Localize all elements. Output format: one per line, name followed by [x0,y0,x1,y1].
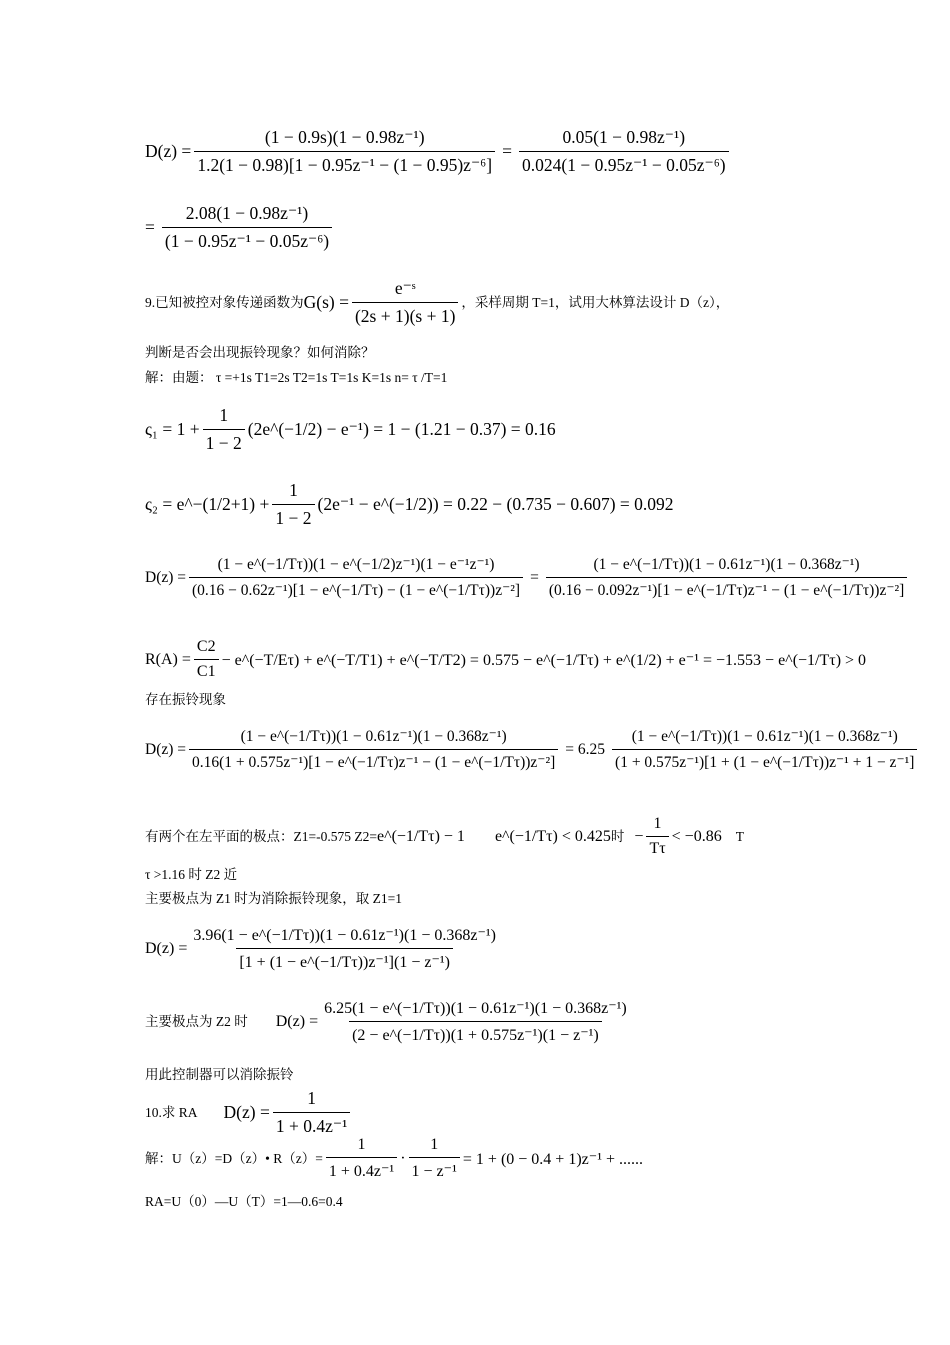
ringing-exists-text: 存在振铃现象 [145,692,226,707]
g-s-numerator: e⁻ˢ [394,278,416,298]
question-10-label: 10.求 RA [145,1104,198,1120]
poles-text-2: 时 [610,828,625,844]
eq1-f1-denominator: 1.2(1 − 0.98)[1 − 0.95z⁻¹ − (1 − 0.95)z⁻⁶] [194,151,495,176]
eq4-lhs: D(z) = [145,740,187,758]
zeta-1-rhs: (2e^(−1/2) − e⁻¹) = 1 − (1.21 − 0.37) = 0.16 [247,419,556,439]
equation-d-z-4 [145,925,502,972]
ra-lhs: R(A) = [145,650,191,668]
equation-d-z-1-simplified: = $\frac{\text{2.08(1 − 0.98z⁻¹)}}{\text{(1 − 0.95z⁻¹ − 0.05z⁻⁶)}}$ [145,203,335,252]
g-s-denominator: (2s + 1)(s + 1) [352,302,458,327]
ra-denominator: C1 [194,659,219,681]
eq1-f2-denominator: 0.024(1 − 0.95z⁻¹ − 0.05z⁻⁶) [519,151,729,176]
pole-inequality: e^(−1/Tτ) < 0.425 [494,827,611,845]
eq1-f1-numerator: (1 − 0.9s)(1 − 0.98z⁻¹) [264,127,425,147]
eq3-f1-numerator: (1 − e^(−1/Tτ))(1 − e^(−1/2)z⁻¹)(1 − e⁻¹z⁻¹) [217,556,495,573]
equation-d-z-3 [145,727,920,772]
poles-text-1: 有两个在左平面的极点：Z1=-0.575 Z2= [145,828,377,844]
eq1-lhs: D(z) = [145,141,192,161]
zeta-2-numerator: 1 [289,480,298,500]
ra-rhs: − e^(−T/Eτ) + e^(−T/T1) + e^(−T/T2) = 0.575 − e^(−1/Tτ) + e^(1/2) + e⁻¹ = −1.553 − e^(−1/Tτ) > 0 [221,651,867,669]
zeta-2-denominator: 1 − 2 [272,504,314,529]
zeta-1-denominator: 1 − 2 [203,429,245,454]
equation-d-z-5 [276,998,633,1045]
eq6-lhs: D(z) = [275,1012,319,1030]
eq3-f1-denominator: (0.16 − 0.62z⁻¹)[1 − e^(−1/Tτ) − (1 − e^(−1/Tτ))z⁻²] [189,577,523,600]
sol10-f2-denominator: 1 − z⁻¹ [409,1157,460,1181]
eq5-denominator: [1 + (1 − e^(−1/Tτ))z⁻¹](1 − z⁻¹) [236,948,453,972]
zeta-2-lhs: ς₂ = e^−(1/2+1) + [145,494,270,514]
eq2-denominator: (1 − 0.95z⁻¹ − 0.05z⁻⁶) [162,227,332,252]
question-9-prefix: 9.已知被控对象传递函数为 [145,294,304,310]
eq5-numerator: 3.96(1 − e^(−1/Tτ))(1 − 0.61z⁻¹)(1 − 0.368z⁻¹) [193,927,497,944]
eq1-fraction-1 [194,127,495,176]
eq1-f2-numerator: 0.05(1 − 0.98z⁻¹) [562,127,686,147]
q10-numerator: 1 [307,1088,316,1108]
eq4-f1-denominator: 0.16(1 + 0.575z⁻¹)[1 − e^(−1/Tτ)z⁻¹ − (1 − e^(−1/Tτ))z⁻²] [189,749,558,772]
conclusion-text: 用此控制器可以消除振铃 [145,1067,294,1082]
eq4-f1-numerator: (1 − e^(−1/Tτ))(1 − 0.61z⁻¹)(1 − 0.368z⁻¹) [240,728,507,745]
question-10 [145,1088,353,1137]
question-10-equation [224,1088,354,1137]
g-s-lhs: G(s) = [303,292,349,312]
poles-line-3: 主要极点为 Z1 时为消除振铃现象，取 Z1=1 [145,891,402,906]
poles-line [145,815,744,858]
eq3-f2-numerator: (1 − e^(−1/Tτ))(1 − 0.61z⁻¹)(1 − 0.368z⁻¹) [593,556,860,573]
question-9-suffix: ，采样周期 T=1，试用大林算法设计 D（z）， [461,294,730,310]
zeta-1-numerator: 1 [219,405,229,425]
eq4-f2-numerator: (1 − e^(−1/Tτ))(1 − 0.61z⁻¹)(1 − 0.368z⁻¹) [631,728,898,745]
solution-given-values: 解：由题： τ =+1s T1=2s T2=1s T=1s K=1s n= τ /T=1 [145,370,448,385]
sol10-rhs: = 1 + (0 − 0.4 + 1)z⁻¹ + ...... [462,1150,644,1168]
poles-inequality-2: < −0.86 [671,827,722,845]
sol10-f1-numerator: 1 [357,1136,366,1153]
equation-ringing-amplitude [145,638,866,681]
zeta-1-lhs: ς₁ = 1 + [145,419,200,439]
eq2-fraction [162,203,332,252]
eq6-label: 主要极点为 Z2 时 [145,1013,248,1029]
q10-lhs: D(z) = [223,1102,270,1122]
eq4-coefficient: = 6.25 [565,740,606,758]
eq3-lhs: D(z) = [145,568,187,586]
sol10-f2-numerator: 1 [430,1136,439,1153]
solution-10 [145,1136,643,1181]
solution-10-equation [323,1136,643,1181]
eq6-numerator: 6.25(1 − e^(−1/Tτ))(1 − 0.61z⁻¹)(1 − 0.368z⁻¹) [324,1000,627,1017]
q10-denominator: 1 + 0.4z⁻¹ [273,1112,351,1137]
equation-d-z-2: D(z) = $\frac{\text{(1 − e\textasciicircum{}(−1/Tτ))(1 − e\textasciicircum{}(−1/2)z⁻¹)(1 − e⁻¹z⁻¹)}}{\text{(0.16 − 0.62z⁻¹)[1 − e\textasciicircum{}(−1/Tτ) − (1 − e\textasciicircum{}(−1/Tτ))z⁻²]}}$ = $\frac{\text{(1 − e\textasciicircum{}(−1/Tτ))(1 − 0.61z⁻¹)(1 − 0.368z⁻¹)}}{\text{(0.16 − 0.092z⁻¹)[1 − e\textasciicircum{}(−1/Tτ)z⁻¹ − (1 − e\textasciicircum{}(−1/Tτ))z⁻²]}}$ [145,555,910,600]
ra-numerator: C2 [196,638,216,655]
sol10-dot: · [400,1149,406,1167]
eq1-fraction-2 [519,127,729,176]
solution-10-prefix: 解：U（z）=D（z）• R（z）= [145,1150,323,1166]
equation-zeta-1 [145,405,556,454]
question-9 [145,278,729,327]
poles-line-2: τ >1.16 时 Z2 近 [145,867,238,882]
equation-zeta-2 [145,480,674,529]
poles-text-3: T [735,828,744,844]
poles-frac-denominator: Tτ [646,836,668,858]
eq6-denominator: (2 − e^(−1/Tτ))(1 + 0.575z⁻¹)(1 − z⁻¹) [349,1021,602,1045]
sol10-f1-denominator: 1 + 0.4z⁻¹ [326,1157,397,1181]
eq4-f2-denominator: (1 + 0.575z⁻¹)[1 + (1 − e^(−1/Tτ))z⁻¹ + 1 − z⁻¹] [612,749,917,772]
eq3-f2-denominator: (0.16 − 0.092z⁻¹)[1 − e^(−1/Tτ)z⁻¹ − (1 − e^(−1/Tτ))z⁻²] [546,577,908,600]
poles-minus: − [634,827,644,845]
equation-d-z-5-row [145,998,633,1045]
question-9-line-2: 判断是否会出现振铃现象？如何消除？ [145,345,375,360]
ra-result: RA=U（0）—U（T）=1—0.6=0.4 [145,1194,343,1209]
poles-frac-numerator: 1 [653,815,662,832]
eq5-lhs: D(z) = [145,939,188,957]
plant-transfer-function [304,278,462,327]
pole-z2-expression: e^(−1/Tτ) − 1 [376,827,465,845]
eq2-numerator: 2.08(1 − 0.98z⁻¹) [185,203,309,223]
zeta-2-rhs: (2e⁻¹ − e^(−1/2)) = 0.22 − (0.735 − 0.607) = 0.092 [317,494,674,514]
equation-d-z-1: D(z) = $\frac{\text{(1 − 0.9s)(1 − 0.98z⁻¹)}}{\text{1.2(1 − 0.98)[1 − 0.95z⁻¹ − (1 − 0.95)z⁻⁶]}}$ = $\frac{\text{0.05(1 − 0.98z⁻¹)}}{\text{0.024(1 − 0.95z⁻¹ − 0.05z⁻⁶)}}$ [145,127,732,176]
